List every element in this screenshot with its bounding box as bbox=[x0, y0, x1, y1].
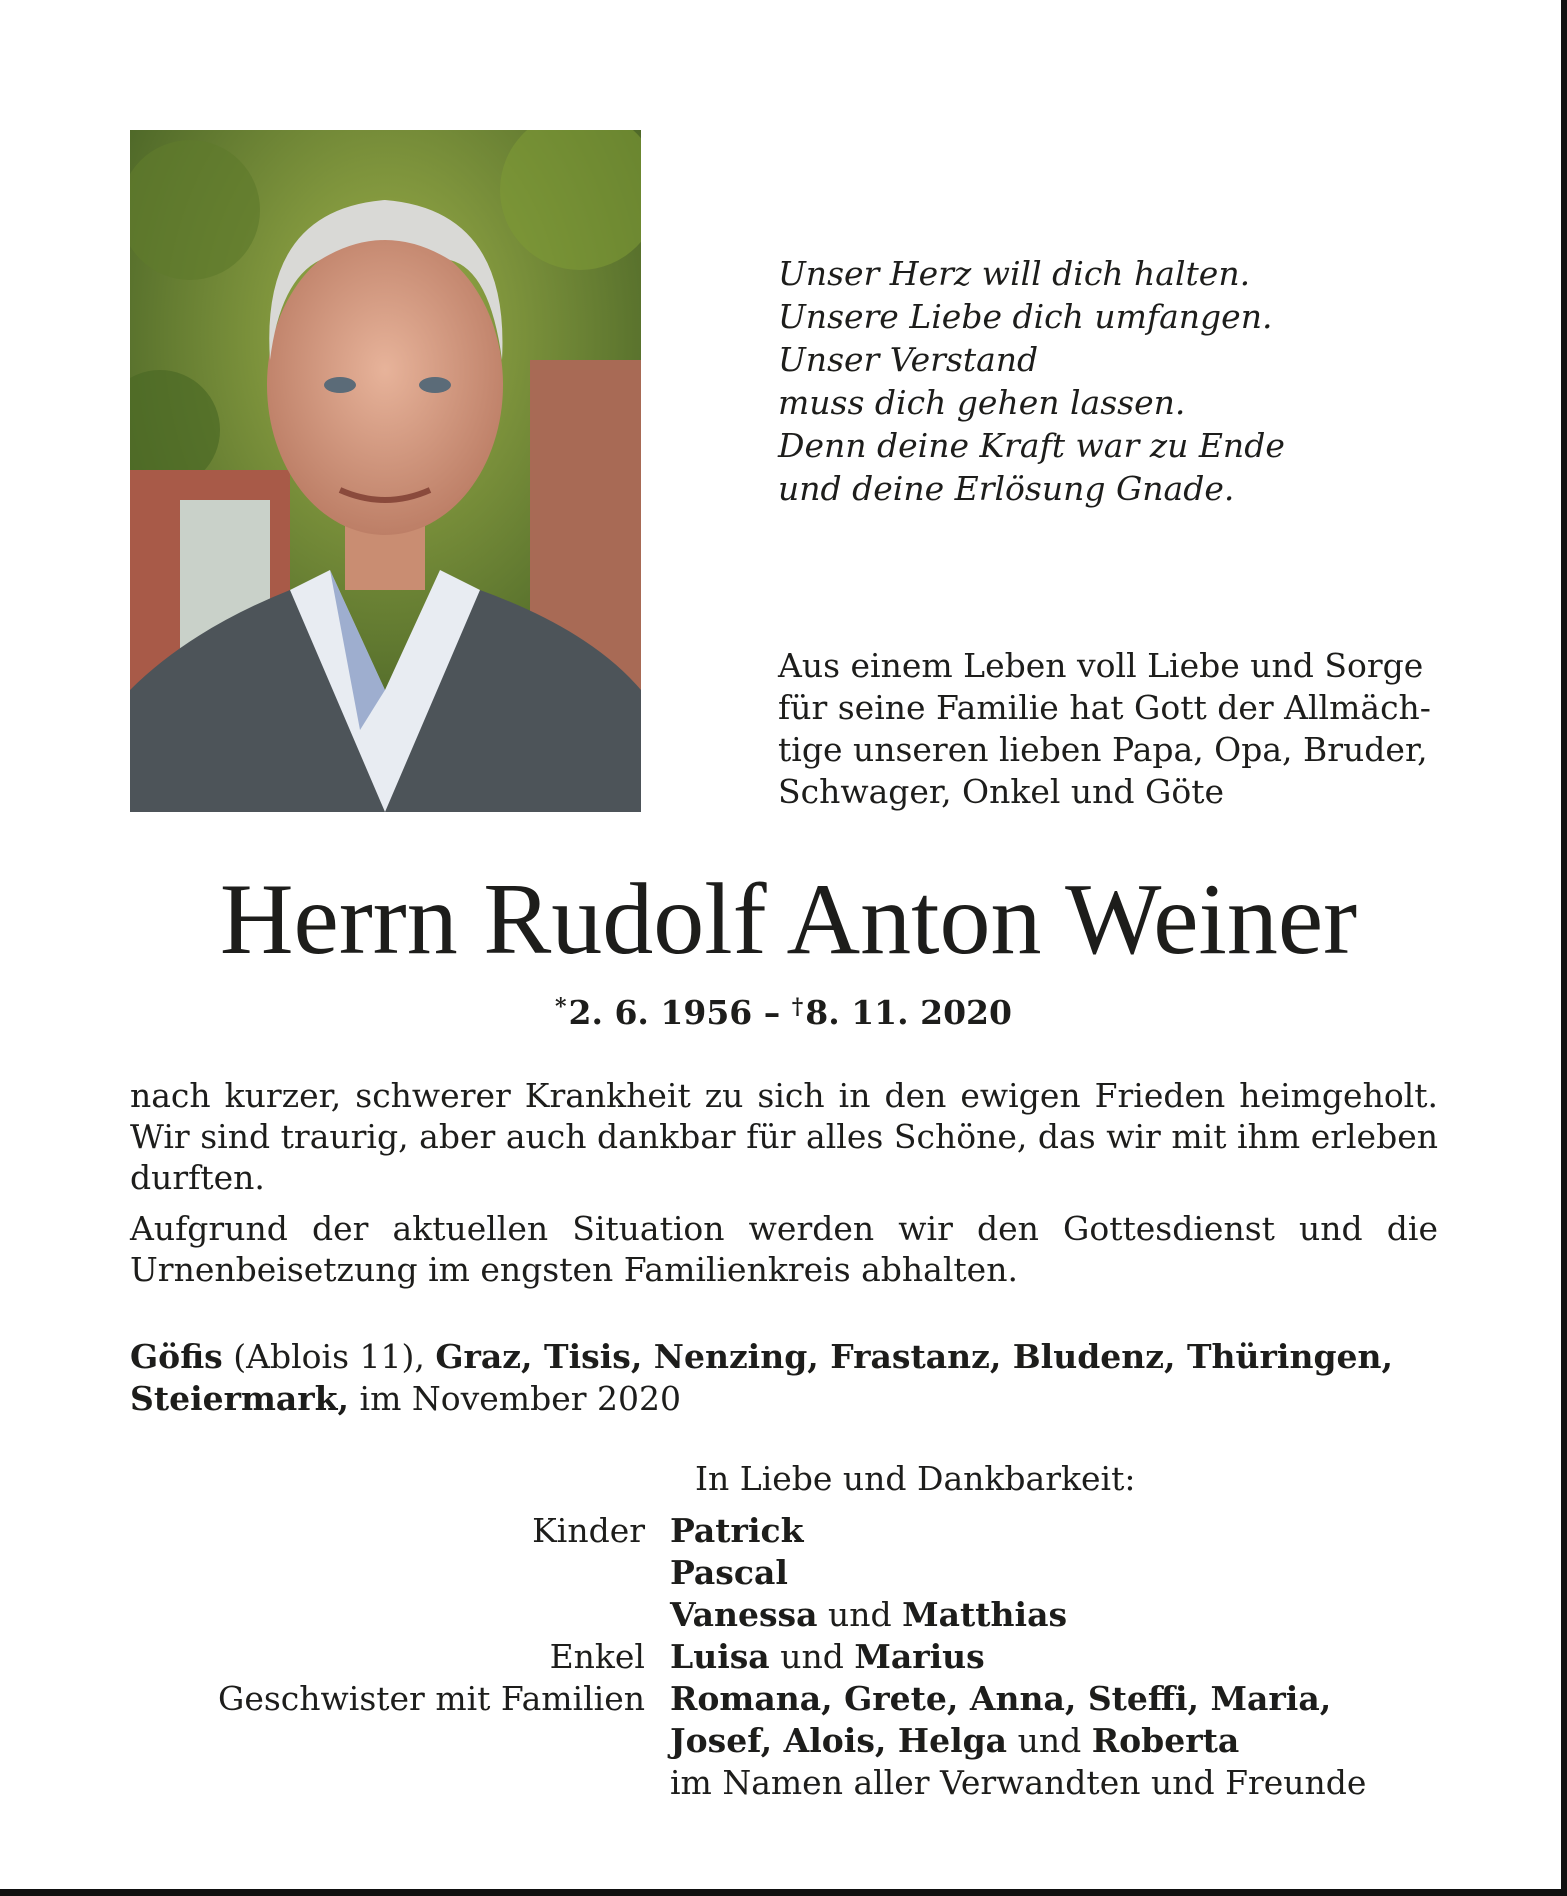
family-row bbox=[130, 1636, 1450, 1678]
role-label: Kinder bbox=[532, 1511, 645, 1550]
family-row bbox=[130, 1678, 1450, 1720]
family-list bbox=[130, 1510, 1450, 1804]
role-label: Geschwister mit Familien bbox=[217, 1679, 645, 1718]
family-row bbox=[130, 1594, 1450, 1636]
place-last: Steiermark, bbox=[130, 1379, 350, 1418]
signature-heading: In Liebe und Dankbarkeit: bbox=[695, 1459, 1136, 1498]
portrait-photo bbox=[130, 130, 641, 812]
poem-line: Unser Verstand bbox=[778, 340, 1039, 379]
memorial-poem bbox=[778, 252, 1478, 510]
intro-line: Schwager, Onkel und Göte bbox=[778, 772, 1225, 811]
deceased-name: Herrn Rudolf Anton Weiner bbox=[219, 863, 1358, 976]
family-row bbox=[130, 1552, 1450, 1594]
poem-line: muss dich gehen lassen. bbox=[778, 383, 1186, 422]
poem-line: und deine Erlösung Gnade. bbox=[778, 469, 1235, 508]
life-dates bbox=[0, 985, 1567, 1035]
intro-line: für seine Familie hat Gott der Allmäch- bbox=[778, 688, 1431, 727]
intro-line: Aus einem Leben voll Liebe und Sorge bbox=[778, 646, 1424, 685]
place-first: Göfis bbox=[130, 1337, 223, 1376]
member-name: Romana, Grete, Anna, Steffi, Maria, bbox=[670, 1679, 1332, 1718]
body-paragraph: Aufgrund der aktuellen Situation werden wir den Gottesdienst und die Urnenbeisetzung im engsten Familienkreis abhalten. bbox=[130, 1209, 1438, 1289]
closing-line: im Namen aller Verwandten und Freunde bbox=[670, 1763, 1367, 1802]
family-row bbox=[130, 1510, 1450, 1552]
poem-line: Unsere Liebe dich umfangen. bbox=[778, 297, 1273, 336]
body-paragraph: nach kurzer, schwerer Krankheit zu sich in den ewigen Frieden heimgeholt. Wir sind traurig, aber auch dankbar für alles Schöne, das wir mit ihm erleben durften. bbox=[130, 1076, 1438, 1197]
family-row bbox=[130, 1720, 1450, 1762]
place-date: im November 2020 bbox=[359, 1379, 681, 1418]
family-row bbox=[130, 1762, 1450, 1804]
death-symbol: † bbox=[791, 994, 804, 1020]
role-label: Enkel bbox=[549, 1637, 645, 1676]
conjunction: und bbox=[828, 1595, 892, 1634]
poem-line: Unser Herz will dich halten. bbox=[778, 254, 1251, 293]
date-separator: – bbox=[763, 993, 781, 1032]
intro-text bbox=[778, 645, 1478, 813]
places-rest: Graz, Tisis, Nenzing, Frastanz, Bludenz, Thüringen, bbox=[435, 1337, 1394, 1376]
member-name: Matthias bbox=[902, 1595, 1068, 1634]
poem-line: Denn deine Kraft war zu Ende bbox=[778, 426, 1285, 465]
conjunction: und bbox=[780, 1637, 844, 1676]
member-name: Patrick bbox=[670, 1511, 804, 1550]
member-name: Marius bbox=[854, 1637, 985, 1676]
member-name: Luisa bbox=[670, 1637, 770, 1676]
place-first-detail: (Ablois 11), bbox=[233, 1337, 425, 1376]
member-name: Pascal bbox=[670, 1553, 788, 1592]
intro-line: tige unseren lieben Papa, Opa, Bruder, bbox=[778, 730, 1428, 769]
birth-date: 2. 6. 1956 bbox=[568, 993, 753, 1032]
birth-symbol: * bbox=[555, 994, 567, 1020]
places-line bbox=[130, 1336, 1450, 1420]
member-name: Vanessa bbox=[670, 1595, 818, 1634]
death-date: 8. 11. 2020 bbox=[805, 993, 1012, 1032]
member-name: Josef, Alois, Helga bbox=[670, 1721, 1008, 1760]
member-name: Roberta bbox=[1091, 1721, 1240, 1760]
conjunction: und bbox=[1017, 1721, 1082, 1760]
announcement-body bbox=[130, 1075, 1438, 1300]
